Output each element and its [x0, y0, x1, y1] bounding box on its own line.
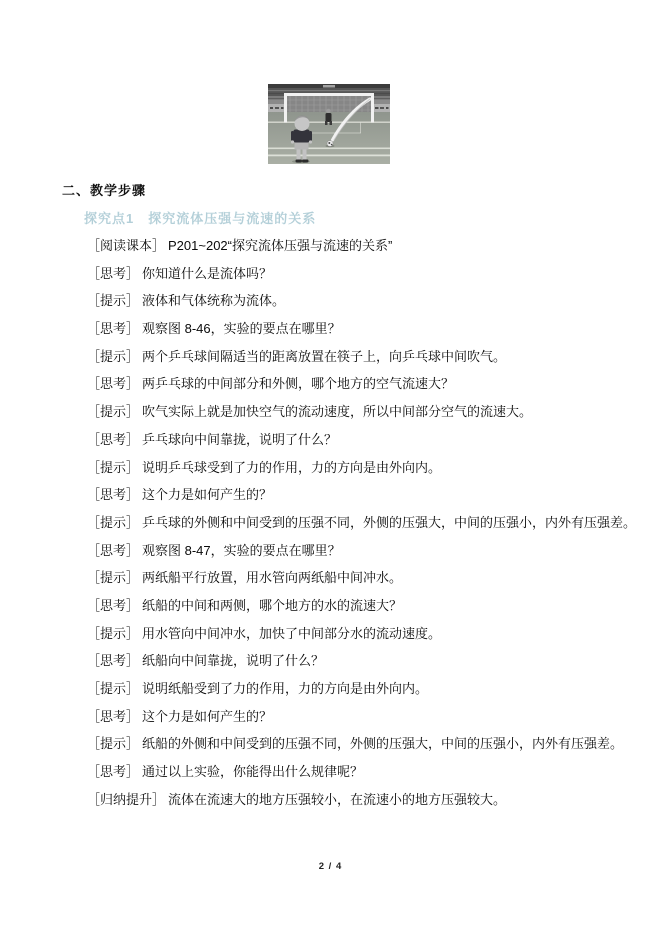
paragraph-line	[87, 654, 651, 667]
paragraph-text: 这个力是如何产生的？	[142, 708, 273, 724]
paragraph-line	[87, 405, 651, 418]
paragraph-tag: ［归纳提升］	[87, 791, 166, 807]
paragraph-text: 观察图 8-47，实验的要点在哪里？	[142, 542, 341, 558]
paragraph-text: 你知道什么是流体吗？	[142, 265, 273, 281]
paragraph-text: 用水管向中间冲水，加快了中间部分水的流动速度。	[142, 625, 442, 641]
paragraph-tag: ［思考］	[87, 708, 140, 724]
paragraph-tag: ［思考］	[87, 764, 140, 780]
paragraph-tag: ［提示］	[87, 625, 140, 641]
figure-soccer-freekick	[268, 84, 390, 164]
paragraph-tag: ［提示］	[87, 459, 140, 475]
paragraph-text: 流体在流速大的地方压强较小，在流速小的地方压强较大。	[168, 791, 507, 807]
paragraph-tag: ［思考］	[87, 321, 140, 337]
paragraph-text: 通过以上实验，你能得出什么规律呢？	[142, 764, 364, 780]
paragraph-text: 纸船的外侧和中间受到的压强不同，外侧的压强大，中间的压强小，内外有压强差。	[142, 736, 624, 752]
paragraph-line	[87, 710, 651, 723]
paragraph-line	[87, 737, 651, 750]
paragraph-line	[87, 599, 651, 612]
paragraph-tag: ［思考］	[87, 431, 140, 447]
paragraph-tag: ［提示］	[87, 348, 140, 364]
section-heading: 二、教学步骤	[62, 183, 147, 198]
paragraph-line	[87, 765, 651, 778]
paragraph-line	[87, 516, 651, 529]
paragraph-list	[87, 239, 651, 820]
billboard-left	[268, 104, 285, 112]
billboard-right	[373, 104, 390, 112]
paragraph-line	[87, 544, 651, 557]
paragraph-text: 纸船向中间靠拢，说明了什么？	[142, 653, 325, 669]
paragraph-tag: ［提示］	[87, 514, 140, 530]
paragraph-tag: ［提示］	[87, 404, 140, 420]
paragraph-tag: ［提示］	[87, 293, 140, 309]
paragraph-line	[87, 793, 651, 806]
paragraph-tag: ［阅读课本］	[87, 238, 166, 253]
paragraph-text: 纸船的中间和两侧，哪个地方的水的流速大？	[142, 597, 403, 613]
paragraph-tag: ［思考］	[87, 542, 140, 558]
paragraph-line	[87, 488, 651, 501]
paragraph-tag: ［思考］	[87, 376, 140, 392]
paragraph-line	[87, 239, 651, 252]
paragraph-tag: ［思考］	[87, 597, 140, 613]
paragraph-tag: ［提示］	[87, 681, 140, 696]
paragraph-text: 两纸船平行放置，用水管向两纸船中间冲水。	[142, 570, 403, 586]
paragraph-line	[87, 627, 651, 640]
paragraph-tag: ［提示］	[87, 736, 140, 752]
paragraph-line	[87, 322, 651, 335]
paragraph-text: 说明纸船受到了力的作用，力的方向是由外向内。	[142, 681, 429, 696]
explore-point-label: 探究点1	[84, 211, 135, 226]
paragraph-text: 说明乒乓球受到了力的作用，力的方向是由外向内。	[142, 459, 442, 475]
paragraph-line	[87, 294, 651, 307]
paragraph-line	[87, 350, 651, 363]
explore-point-heading	[84, 208, 316, 227]
paragraph-text: 观察图 8-46，实验的要点在哪里？	[142, 321, 341, 337]
page-number: 2 / 4	[318, 861, 343, 872]
paragraph-tag: ［思考］	[87, 265, 140, 281]
paragraph-tag: ［思考］	[87, 653, 140, 669]
paragraph-line	[87, 433, 651, 446]
paragraph-line	[87, 377, 651, 390]
paragraph-text: 两个乒乓球间隔适当的距离放置在筷子上，向乒乓球中间吹气。	[142, 348, 507, 364]
paragraph-text: P201~202“探究流体压强与流速的关系”	[168, 238, 393, 253]
paragraph-text: 液体和气体统称为流体。	[142, 293, 286, 309]
paragraph-text: 乒乓球的外侧和中间受到的压强不同，外侧的压强大，中间的压强小，内外有压强差。	[142, 514, 637, 530]
soccer-curve-kick-photo	[268, 84, 390, 164]
paragraph-text: 这个力是如何产生的？	[142, 487, 273, 503]
paragraph-line	[87, 461, 651, 474]
paragraph-text: 两乒乓球的中间部分和外侧，哪个地方的空气流速大？	[142, 376, 455, 392]
paragraph-line	[87, 267, 651, 280]
paragraph-line	[87, 682, 651, 695]
paragraph-text: 乒乓球向中间靠拢，说明了什么？	[142, 431, 338, 447]
paragraph-tag: ［思考］	[87, 487, 140, 503]
explore-point-title: 探究流体压强与流速的关系	[148, 211, 317, 226]
paragraph-tag: ［提示］	[87, 570, 140, 586]
paragraph-line	[87, 571, 651, 584]
paragraph-text: 吹气实际上就是加快空气的流动速度，所以中间部分空气的流速大。	[142, 404, 533, 420]
